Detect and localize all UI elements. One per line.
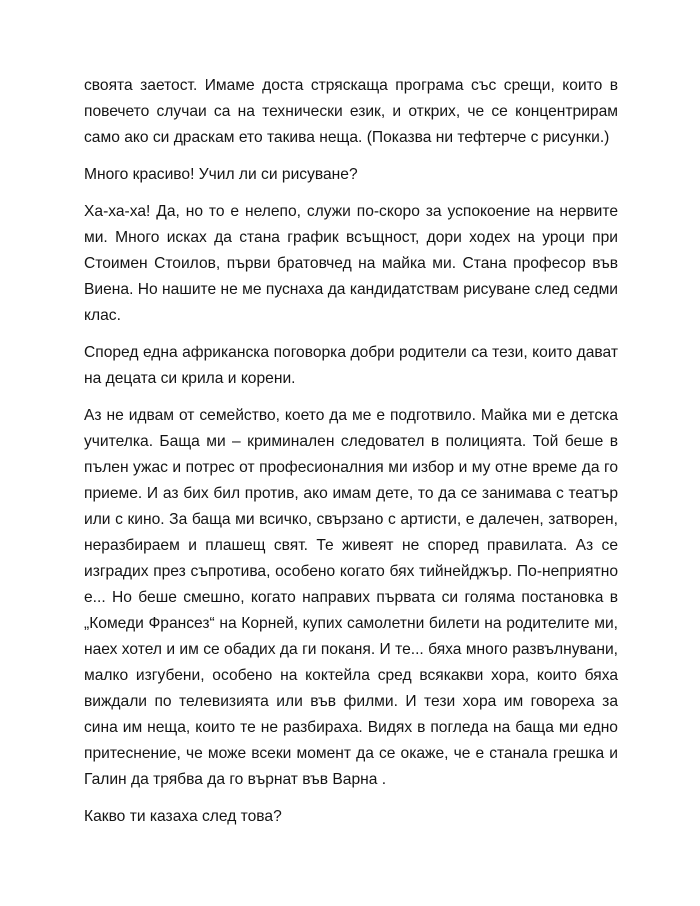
question-drawing: Много красиво! Учил ли си рисуване? [84,166,358,183]
document-body [84,73,618,841]
answer-parents: Аз не идвам от семейство, което да ме е подготвило. Майка ми е детска учителка. Баща ми – криминален следовател в полицията. Той беше в пълен ужас и потрес от професионалния ми избор и му отне време да го приеме. И аз бих бил против, ако имам дете, то да се занимава с театър или с кино. За баща ми всичко, свързано с артисти, е далечен, затворен, неразбираем и плашещ свят. Те живеят не според правилата. Аз се изградих през съпротива, особено когато бях тийнейджър. По-неприятно е... Но беше смешно, когато направих първата си голяма постановка в „Комеди Франсез“ на Корней, купих самолетни билети на родителите ми, наех хотел и им се обадих да ги поканя. И те... бяха много развълнувани, малко изгубени, особено на коктейла сред всякакви хора, които бяха виждали по телевизията или във филми. И тези хора им говореха за сина им неща, които те не разбираха. Видях в погледа на баща ми едно притеснение, че може всеки момент да се окаже, че е станала грешка и Галин да трябва да го върнат във Варна . [84,407,618,788]
answer-drawing: Ха-ха-ха! Да, но то е нелепо, служи по-скоро за успокоение на нервите ми. Много исках да стана график всъщност, дори ходех на уроци при Стоимен Стоилов, първи братовчед на майка ми. Стана професор във Виена. Но нашите не ме пуснаха да кандидатствам рисуване след седми клас. [84,203,618,324]
question-after: Какво ти казаха след това? [84,808,282,825]
question-parents: Според една африканска поговорка добри родители са тези, които дават на децата си крила и корени. [84,344,618,387]
paragraph-intro: своята заетост. Имаме доста стряскаща програма със срещи, които в повечето случаи са на технически език, и открих, че се концентрирам само ако си драскам ето такива неща. (Показва ни тефтерче с рисунки.) [84,77,618,146]
